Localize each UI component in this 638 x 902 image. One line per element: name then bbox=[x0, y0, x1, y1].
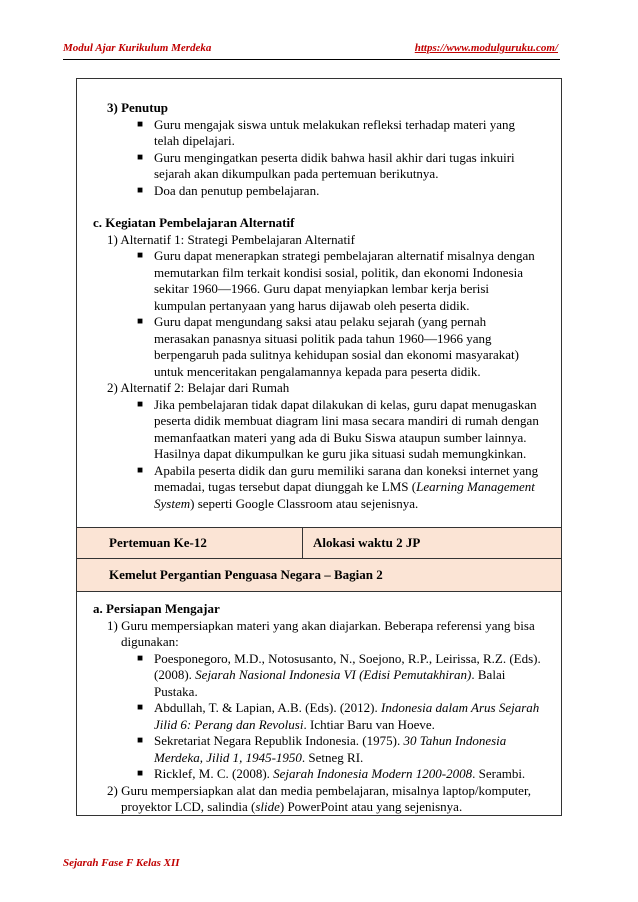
alternatif-1-list bbox=[107, 248, 543, 380]
reference-item: ■ Sekretariat Negara Republik Indonesia. (1975). 30 Tahun Indonesia Merdeka, Jilid 1, 1945-1950. Setneg RI. bbox=[137, 733, 507, 765]
persiapan-point-1: 1) Guru mempersiapkan materi yang akan diajarkan. Beberapa referensi yang bisa digunakan: bbox=[107, 617, 535, 649]
reference-item: ■ Ricklef, M. C. (2008). Sejarah Indonesia Modern 1200-2008. Serambi. bbox=[137, 766, 526, 781]
footer-subject: Sejarah Fase F Kelas XII bbox=[63, 857, 180, 869]
list-item: ■ Doa dan penutup pembelajaran. bbox=[137, 182, 320, 198]
alternatif-2-list bbox=[107, 397, 543, 513]
section-persiapan bbox=[77, 592, 561, 815]
bullet-icon: ■ bbox=[137, 652, 144, 664]
bullet-icon: ■ bbox=[137, 151, 144, 163]
alternatif-heading: c. Kegiatan Pembelajaran Alternatif bbox=[93, 215, 295, 230]
persiapan-point-2: 2) Guru mempersiapkan alat dan media pembelajaran, misalnya laptop/komputer, proyektor LCD, salindia (slide) PowerPoint atau yang sejenisnya. bbox=[107, 782, 532, 814]
list-item: ■ Guru dapat mengundang saksi atau pelaku sejarah (yang pernah merasakan panasnya situasi politik pada tahun 1960—1966 yang berpengaruh pada sulitnya kehidupan sosial dan ekonomi masyarakat) untuk menceritakan pengalamannya kepada para peserta didik. bbox=[137, 314, 519, 379]
bullet-icon: ■ bbox=[137, 702, 144, 713]
meeting-row bbox=[77, 528, 561, 559]
bullet-icon: ■ bbox=[137, 735, 144, 746]
list-item: ■ Jika pembelajaran tidak dapat dilakukan di kelas, guru dapat menugaskan peserta didik membuat diagram lini masa secara mandiri di rumah dengan memanfaatkan materi yang ada di Buku Siswa ataupun sumber lainnya. Hasilnya dapat dikumpulkan ke guru jika situasi sudah memungkinkan. bbox=[137, 396, 539, 461]
bullet-icon: ■ bbox=[137, 464, 144, 476]
list-item: ■ Guru mengingatkan peserta didik bahwa hasil akhir dari tugas inkuiri sejarah akan dikumpulkan pada pertemuan berikutnya. bbox=[137, 149, 515, 181]
reference-list bbox=[107, 651, 543, 783]
bullet-icon: ■ bbox=[137, 184, 144, 196]
alternatif-2-title: 2) Alternatif 2: Belajar dari Rumah bbox=[107, 380, 290, 395]
bullet-icon: ■ bbox=[137, 316, 144, 327]
reference-item: ■ Poesponegoro, M.D., Notosusanto, N., Soejono, R.P., Leirissa, R.Z. (Eds). (2008). Sejarah Nasional Indonesia VI (Edisi Pemutakhiran). Balai Pustaka. bbox=[137, 650, 541, 699]
header-website-link[interactable]: https://www.modulguruku.com/ bbox=[414, 42, 558, 54]
meeting-time: Alokasi waktu 2 JP bbox=[313, 535, 421, 550]
bullet-icon: ■ bbox=[137, 768, 144, 779]
meeting-label: Pertemuan Ke-12 bbox=[77, 528, 303, 558]
header-divider bbox=[63, 59, 560, 60]
bullet-icon: ■ bbox=[137, 398, 144, 410]
alternatif-1-title: 1) Alternatif 1: Strategi Pembelajaran Alternatif bbox=[107, 231, 356, 247]
penutup-heading: 3) Penutup bbox=[107, 100, 169, 115]
penutup-list bbox=[107, 117, 543, 200]
persiapan-heading: a. Persiapan Mengajar bbox=[93, 601, 220, 616]
bullet-icon: ■ bbox=[137, 250, 144, 261]
reference-item: ■ Abdullah, T. & Lapian, A.B. (Eds). (2012). Indonesia dalam Arus Sejarah Jilid 6: Perang dan Revolusi. Ichtiar Baru van Hoeve. bbox=[137, 700, 540, 732]
section-penutup-alternatif bbox=[77, 79, 561, 528]
bullet-icon: ■ bbox=[137, 118, 144, 130]
meeting-topic: Kemelut Pergantian Penguasa Negara – Bagian 2 bbox=[77, 559, 561, 592]
header-module-title: Modul Ajar Kurikulum Merdeka bbox=[63, 42, 212, 54]
content-table bbox=[76, 78, 562, 816]
list-item: ■ Guru mengajak siswa untuk melakukan refleksi terhadap materi yang telah dipelajari. bbox=[137, 116, 515, 148]
list-item: ■ Apabila peserta didik dan guru memiliki sarana dan koneksi internet yang memadai, tugas tersebut dapat diunggah ke LMS (Learning Management System) seperti Google Classroom atau sejenisnya. bbox=[137, 462, 539, 511]
list-item: ■ Guru dapat menerapkan strategi pembelajaran alternatif misalnya dengan memutarkan film terkait kondisi sosial, politik, dan ekonomi Indonesia sekitar 1960—1966. Guru dapat menyiapkan lembar kerja berisi kumpulan pertanyaan yang harus dijawab oleh peserta didik. bbox=[137, 248, 535, 313]
